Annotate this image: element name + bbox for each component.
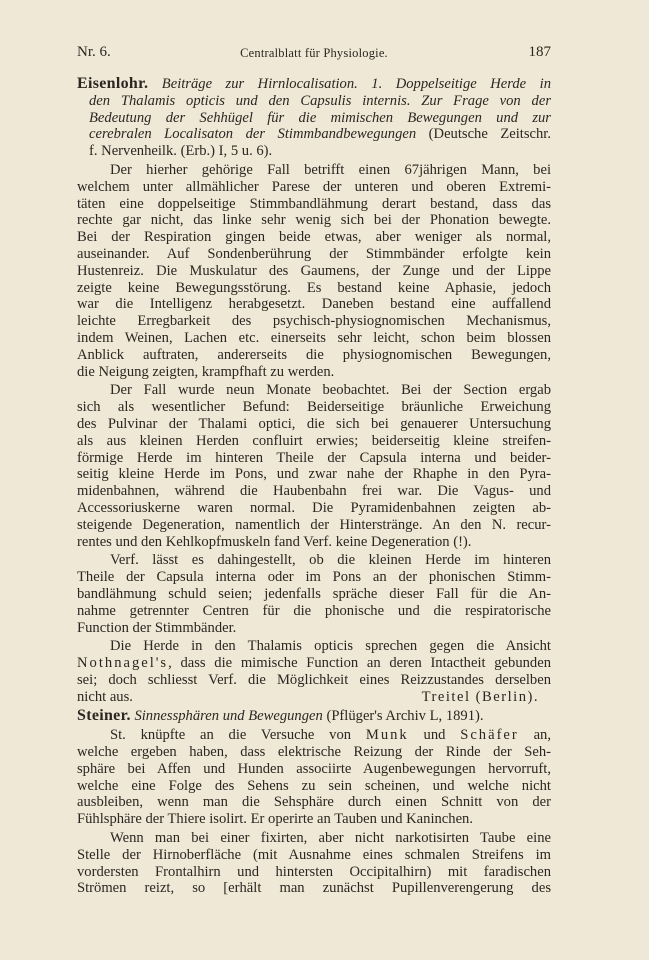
paragraph [77,638,551,705]
text-segment: zeigte keine Bewegungsstörung. Es bestand keine Aphasie, jedoch [77,279,551,296]
article [77,708,551,897]
spaced-name: Munk [365,727,409,744]
paragraph [77,830,551,897]
text-line [77,483,551,500]
text-segment: f. Nervenheilk. (Erb.) I, 5 u. 6). [89,143,273,160]
text-line [77,794,551,811]
paragraph [77,162,551,380]
text-segment: Wenn man bei einer fixirten, aber nicht narkotisirten Taube eine [110,830,551,847]
paragraph [77,552,551,636]
text-line [77,450,551,467]
spaced-name: Schäfer [460,727,519,744]
text-segment: Theile der Capsula interna oder im Pons an der phonischen Stimm- [77,569,551,586]
article-title-text: Bedeutung der Sehhügel für die mimischen Bewegungen und zur [89,109,551,126]
text-segment: rentes und den Kehlkopfmuskeln fand Verf. keine Degeneration (!). [77,533,472,550]
text-line [77,620,551,637]
text-line [77,347,551,364]
text-line [77,280,551,297]
text-line [77,500,551,517]
text-line [77,212,551,229]
text-segment: seitig kleine Herde im Pons, und zwar nahe der Rhaphe in den Pyra- [77,466,551,483]
journal-page [77,44,551,897]
text-segment: Hustenreiz. Die Muskulatur des Gaumens, der Zunge und der Lippe [77,262,551,279]
text-segment: vordersten Frontalhirn und hintersten Occipitalhirn) mit faradischen [77,863,551,880]
article-title-text: Beiträge zur Hirnlocalisation. 1. Doppelseitige Herde in [148,76,551,92]
text-line [77,416,551,433]
heading-line [77,110,551,127]
text-segment: welchem unter allmählicher Parese der unteren und oberen Extremi- [77,178,551,195]
article-heading [77,708,551,725]
text-line [77,399,551,416]
issue-number: Nr. 6. [77,44,111,60]
text-line [77,229,551,246]
article-title-text: cerebralen Localisaton der Stimmbandbewegungen [89,126,417,143]
text-line-content [77,689,133,706]
text-segment: (Deutsche Zeitschr. [416,126,551,143]
text-segment: (Pflüger's Archiv L, 1891). [322,708,484,725]
text-segment: an, [518,727,551,744]
text-segment: förmige Herde im hinteren Theile der Capsula interna und beider- [77,449,551,466]
journal-title: Centralblatt für Physiologie. [240,46,388,60]
article-heading [77,76,551,160]
text-segment: täten eine doppelseitige Stimmbandlähmung derart bestand, dass das [77,195,551,212]
text-line [77,811,551,828]
text-line [77,830,551,847]
paragraph [77,382,551,550]
text-segment: Anblick auftraten, andererseits die physiognomischen Bewegungen, [77,346,551,363]
text-segment: Die Herde in den Thalamis opticis sprechen gegen die Ansicht [110,638,551,655]
article-title-text: Sinnessphären und Bewegungen [130,708,323,725]
heading-line [77,76,551,93]
heading-line [77,708,551,725]
heading-line [77,93,551,110]
article-title-text: den Thalamis opticis und den Capsulis internis. Zur Frage von der [89,92,551,109]
text-segment: steigende Degeneration, namentlich der Hinterstränge. An den N. recur- [77,516,551,533]
text-line [77,744,551,761]
text-segment: des Pulvinar der Thalami optici, die sich bei genauerer Untersuchung [77,415,551,432]
article-list [77,76,551,897]
heading-line [77,143,551,160]
text-line [77,162,551,179]
text-segment: Strömen reizt, so [erhält man zunächst Pupillenverengerung des [77,880,551,897]
text-line [77,179,551,196]
text-line [77,880,551,897]
text-segment: war die Intelligenz herabgesetzt. Daneben bestand eine auffallend [77,296,551,313]
text-segment: welche eine Folge des Sehens zu sein scheinen, und welche nicht [77,777,551,794]
text-segment: midenbahnen, während die Haubenbahn frei war. Die Vagus- und [77,483,551,500]
text-line [77,761,551,778]
text-line [77,552,551,569]
text-line [77,655,551,672]
text-segment: bandlähmung schuld seien; jedenfalls spräche dieser Fall für die An- [77,585,551,602]
text-segment: nahme getrennter Centren für die phonische und die respiratorische [77,602,551,619]
text-line [77,313,551,330]
text-line [77,864,551,881]
author-name: Steiner. [77,707,131,725]
text-segment: und [408,727,461,744]
running-header [77,44,551,64]
text-line [77,689,551,706]
text-segment: St. knüpfte an die Versuche von [110,727,366,744]
text-segment: welche ergeben haben, dass elektrische Reizung der Rinde der Seh- [77,744,551,761]
text-line [77,246,551,263]
paragraph [77,727,551,828]
text-line [77,847,551,864]
text-segment: als aus kleinen Herden confluirt erwies; beiderseitig kleine streifen- [77,432,551,449]
spaced-name: Nothnagel's [77,655,169,672]
text-line [77,296,551,313]
text-segment: Der Fall wurde neun Monate beobachtet. Bei der Section ergab [110,382,551,399]
text-segment: nicht aus. [77,688,133,705]
text-line [77,603,551,620]
page-number: 187 [528,44,551,60]
text-line [77,196,551,213]
text-line [77,382,551,399]
text-segment: auseinander. Auf Sondenberührung der Stimmbänder erfolgte kein [77,245,551,262]
text-segment: leichte Erregbarkeit des psychisch-physiognomischen Mechanismus, [77,313,551,330]
text-segment: Fühlsphäre der Thiere isolirt. Er operirte an Tauben und Kaninchen. [77,811,473,828]
text-line [77,727,551,744]
text-line [77,534,551,551]
text-line [77,638,551,655]
text-segment: sei; doch schliesst Verf. die Möglichkeit eines Reizzustandes derselben [77,671,551,688]
text-line [77,586,551,603]
text-line [77,778,551,795]
reviewer-signature: Treitel (Berlin). [421,688,539,705]
text-segment: die Neigung zeigten, krampfhaft zu werden. [77,363,335,380]
text-line [77,569,551,586]
text-line [77,672,551,689]
text-segment: Accessoriuskerne waren normal. Die Pyramidenbahnen zeigten ab- [77,499,551,516]
text-segment: Der hierher gehörige Fall betrifft einen 67jährigen Mann, bei [110,161,551,178]
text-segment: sphäre bei Affen und Hunden associirte Augenbewegungen hervorruft, [77,760,551,777]
text-segment: Bei der Respiration gingen beide etwas, aber weniger als normal, [77,229,551,246]
text-line [77,364,551,381]
text-line [77,517,551,534]
text-segment: ausbleiben, wenn man die Sehsphäre durch einen Schnitt von der [77,794,551,811]
text-segment: rechte gar nicht, das linke sehr wenig sich bei der Phonation bewegte. [77,212,551,229]
text-segment: Stelle der Hirnoberfläche (mit Ausnahme eines schmalen Streifens im [77,846,551,863]
text-line [77,433,551,450]
text-segment: indem Weinen, Lachen etc. einerseits sehr leicht, schon beim blossen [77,329,551,346]
author-name: Eisenlohr. [77,75,149,92]
text-segment: sich als wesentlicher Befund: Beiderseitige bräunliche Erweichung [77,399,551,416]
text-line [77,466,551,483]
text-segment: , dass die mimische Function an deren Intactheit gebunden [168,655,551,672]
text-segment: Verf. lässt es dahingestellt, ob die kleinen Herde im hinteren [110,552,551,569]
heading-line [77,126,551,143]
text-segment: Function der Stimmbänder. [77,619,237,636]
text-line [77,330,551,347]
text-line [77,263,551,280]
article [77,76,551,705]
